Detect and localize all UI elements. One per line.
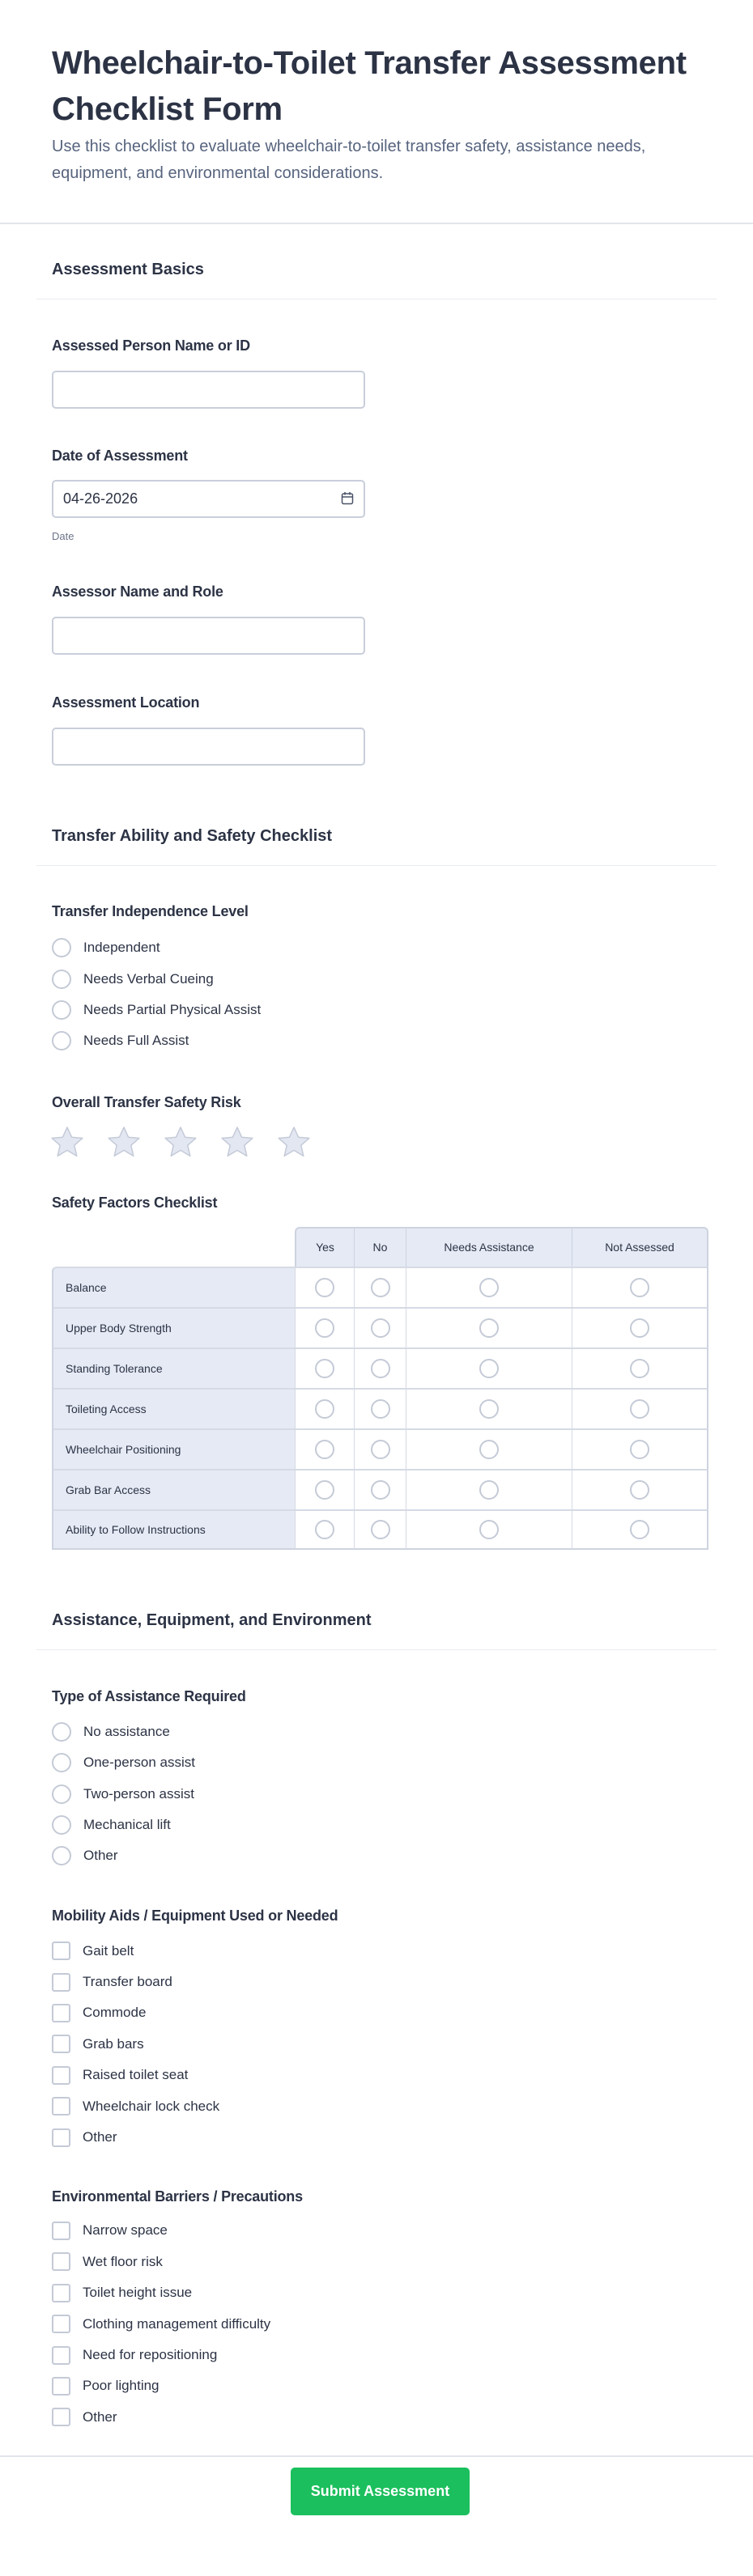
radio-option[interactable] [52,963,753,994]
matrix-header-row [52,1227,708,1267]
field-label: Assessor Name and Role [52,584,223,600]
date-hint: Date [52,530,74,542]
matrix-row-label: Balance [52,1267,295,1307]
matrix-radio[interactable] [630,1480,649,1500]
option-label: Needs Full Assist [83,1033,189,1049]
radio-button[interactable] [52,1722,71,1742]
location-input[interactable] [52,728,365,766]
field-risk [0,1093,753,1158]
field-label: Overall Transfer Safety Risk [52,1093,241,1110]
radio-button[interactable] [52,1846,71,1865]
matrix-cell [354,1267,406,1307]
matrix-radio[interactable] [315,1318,334,1338]
matrix-row-label: Standing Tolerance [52,1347,295,1388]
matrix-cell [295,1469,354,1509]
option-label: Other [83,2408,117,2425]
submit-button[interactable]: Submit Assessment [291,2468,470,2515]
matrix-column-header: Yes [295,1227,354,1267]
form-title: Wheelchair-to-Toilet Transfer Assessment Checklist Form [52,45,687,127]
matrix-radio[interactable] [479,1480,499,1500]
matrix-cell [572,1509,708,1550]
matrix-cell [406,1509,572,1550]
matrix-cell [295,1509,354,1550]
checkbox-option[interactable] [52,2340,753,2370]
checkbox-option[interactable] [52,2370,753,2401]
radio-option[interactable] [52,1778,753,1809]
checkbox-option[interactable] [52,1997,753,2028]
environment-options [52,2215,753,2433]
matrix-radio[interactable] [371,1318,390,1338]
matrix-radio[interactable] [371,1440,390,1459]
matrix-row-label: Ability to Follow Instructions [52,1509,295,1550]
matrix-radio[interactable] [630,1318,649,1338]
radio-button[interactable] [52,1753,71,1772]
field-person [0,337,753,409]
matrix-row [52,1267,708,1307]
checkbox[interactable] [52,2346,70,2365]
star-rating [50,1126,753,1158]
matrix-cell [572,1469,708,1509]
checkbox[interactable] [52,2408,70,2426]
matrix-cell [406,1307,572,1347]
field-date [0,447,753,543]
matrix-row [52,1347,708,1388]
checkbox-option[interactable] [52,1936,753,1967]
checkbox-option[interactable] [52,2308,753,2339]
option-label: No assistance [83,1723,170,1739]
matrix-cell [572,1347,708,1388]
checkbox[interactable] [52,2097,70,2116]
option-label: One-person assist [83,1755,195,1771]
matrix-cell [354,1428,406,1469]
matrix-radio[interactable] [371,1399,390,1419]
calendar-icon[interactable] [341,491,354,505]
section-heading-transfer: Transfer Ability and Safety Checklist [36,825,717,866]
radio-option[interactable] [52,995,753,1025]
independence-options [52,932,753,1057]
checkbox-option[interactable] [52,2090,753,2121]
checkbox-option[interactable] [52,2277,753,2308]
checkbox[interactable] [52,2377,70,2396]
matrix-row-label: Toileting Access [52,1388,295,1428]
matrix-radio[interactable] [479,1440,499,1459]
matrix-radio[interactable] [630,1399,649,1419]
star-icon[interactable] [277,1126,311,1158]
matrix-radio[interactable] [479,1359,499,1378]
matrix-cell [295,1347,354,1388]
matrix-cell [295,1307,354,1347]
matrix-row-label: Upper Body Strength [52,1307,295,1347]
radio-option[interactable] [52,1717,753,1747]
radio-option[interactable] [52,1840,753,1871]
checkbox-option[interactable] [52,2060,753,2090]
option-label: Needs Verbal Cueing [83,970,214,987]
checkbox[interactable] [52,2315,70,2333]
matrix-row-label: Grab Bar Access [52,1469,295,1509]
matrix-row [52,1469,708,1509]
field-label: Safety Factors Checklist [52,1194,218,1211]
section-heading-assistance: Assistance, Equipment, and Environment [36,1609,717,1650]
matrix-cell [406,1267,572,1307]
matrix-corner [52,1227,295,1267]
star-icon[interactable] [220,1126,254,1158]
field-assessor [0,583,753,655]
matrix-cell [354,1469,406,1509]
matrix-radio[interactable] [371,1278,390,1297]
matrix-radio[interactable] [630,1359,649,1378]
radio-option[interactable] [52,1810,753,1840]
radio-button[interactable] [52,1815,71,1835]
matrix-cell [572,1388,708,1428]
matrix-radio[interactable] [479,1520,499,1539]
matrix-column-header: No [354,1227,406,1267]
option-label: Toilet height issue [83,2285,193,2301]
matrix-cell [406,1388,572,1428]
matrix-cell [354,1509,406,1550]
matrix-column-header: Needs Assistance [406,1227,572,1267]
date-value: 04-26-2026 [63,490,138,507]
form-header [0,0,753,224]
option-label: Gait belt [83,1942,134,1959]
matrix-row [52,1428,708,1469]
matrix-cell [295,1428,354,1469]
field-label: Transfer Independence Level [52,903,249,919]
checkbox[interactable] [52,2035,70,2053]
matrix-radio[interactable] [315,1359,334,1378]
matrix-cell [406,1347,572,1388]
matrix-radio[interactable] [630,1440,649,1459]
matrix-radio[interactable] [630,1520,649,1539]
checkbox-option[interactable] [52,2215,753,2246]
matrix-radio[interactable] [630,1278,649,1297]
checkbox[interactable] [52,2128,70,2147]
matrix-column-header: Not Assessed [572,1227,708,1267]
matrix-radio[interactable] [479,1318,499,1338]
matrix-radio[interactable] [479,1278,499,1297]
matrix-cell [572,1267,708,1307]
form-footer [0,2455,753,2515]
matrix-cell [406,1469,572,1509]
option-label: Grab bars [83,2035,144,2052]
option-label: Clothing management difficulty [83,2315,271,2332]
section-heading-basics: Assessment Basics [36,258,717,299]
checkbox[interactable] [52,2252,70,2271]
star-icon[interactable] [107,1126,141,1158]
matrix-cell [295,1267,354,1307]
matrix-radio[interactable] [371,1359,390,1378]
matrix-cell [354,1388,406,1428]
option-label: Mechanical lift [83,1816,171,1832]
matrix-cell [354,1307,406,1347]
option-label: Narrow space [83,2222,168,2239]
matrix-radio[interactable] [315,1399,334,1419]
checkbox-option[interactable] [52,2247,753,2277]
matrix-cell [354,1347,406,1388]
matrix-cell [572,1428,708,1469]
checkbox-option[interactable] [52,1967,753,1997]
field-label: Environmental Barriers / Precautions [52,2188,303,2205]
person-name-input[interactable] [52,371,365,409]
option-label: Needs Partial Physical Assist [83,1001,262,1017]
checkbox-option[interactable] [52,2402,753,2433]
checkbox[interactable] [52,1942,70,1960]
radio-option[interactable] [52,932,753,963]
checkbox-option[interactable] [52,2122,753,2153]
matrix-cell [406,1428,572,1469]
option-label: Other [83,2129,117,2145]
matrix-radio[interactable] [371,1520,390,1539]
checkbox[interactable] [52,2004,70,2022]
radio-button[interactable] [52,1031,71,1050]
matrix-cell [572,1307,708,1347]
option-label: Wet floor risk [83,2253,163,2269]
matrix-radio[interactable] [315,1278,334,1297]
matrix-row [52,1388,708,1428]
matrix-row [52,1509,708,1550]
star-icon[interactable] [164,1126,198,1158]
field-label: Assessment Location [52,694,200,711]
field-label: Mobility Aids / Equipment Used or Needed [52,1907,338,1924]
matrix-cell [295,1388,354,1428]
matrix-radio[interactable] [315,1480,334,1500]
checkbox-option[interactable] [52,2029,753,2060]
field-safety-matrix [0,1194,753,1550]
option-label: Commode [83,2005,147,2021]
matrix-radio[interactable] [479,1399,499,1419]
form-subtitle: Use this checklist to evaluate wheelchair-to-toilet transfer safety, assistance needs, equipment, and environmental considerations. [52,138,646,182]
matrix-radio[interactable] [315,1520,334,1539]
matrix-row-label: Wheelchair Positioning [52,1428,295,1469]
field-independence [0,902,753,1057]
field-environment [0,2188,753,2433]
option-label: Raised toilet seat [83,2067,189,2083]
radio-option[interactable] [52,1747,753,1778]
field-mobility [0,1907,753,2154]
option-label: Poor lighting [83,2378,160,2394]
matrix-row [52,1307,708,1347]
option-label: Need for repositioning [83,2347,218,2362]
radio-button[interactable] [52,970,71,989]
field-location [0,694,753,766]
checkbox[interactable] [52,2222,70,2240]
radio-button[interactable] [52,938,71,957]
radio-button[interactable] [52,1000,71,1020]
option-label: Two-person assist [83,1785,194,1802]
matrix-radio[interactable] [315,1440,334,1459]
option-label: Other [83,1848,118,1864]
option-label: Transfer board [83,1974,172,1990]
matrix-radio[interactable] [371,1480,390,1500]
option-label: Wheelchair lock check [83,2098,220,2114]
option-label: Independent [83,940,160,956]
assessor-input[interactable] [52,617,365,655]
checkbox[interactable] [52,1973,70,1992]
checkbox[interactable] [52,2284,70,2302]
field-label: Assessed Person Name or ID [52,337,250,354]
date-input[interactable] [52,480,365,518]
assistance-options [52,1717,753,1872]
radio-option[interactable] [52,1025,753,1056]
field-label: Type of Assistance Required [52,1687,246,1704]
star-icon[interactable] [50,1126,84,1158]
mobility-options [52,1936,753,2154]
checkbox[interactable] [52,2066,70,2085]
radio-button[interactable] [52,1785,71,1804]
safety-matrix-table [52,1227,708,1550]
field-label: Date of Assessment [52,448,188,464]
field-assistance [0,1687,753,1872]
